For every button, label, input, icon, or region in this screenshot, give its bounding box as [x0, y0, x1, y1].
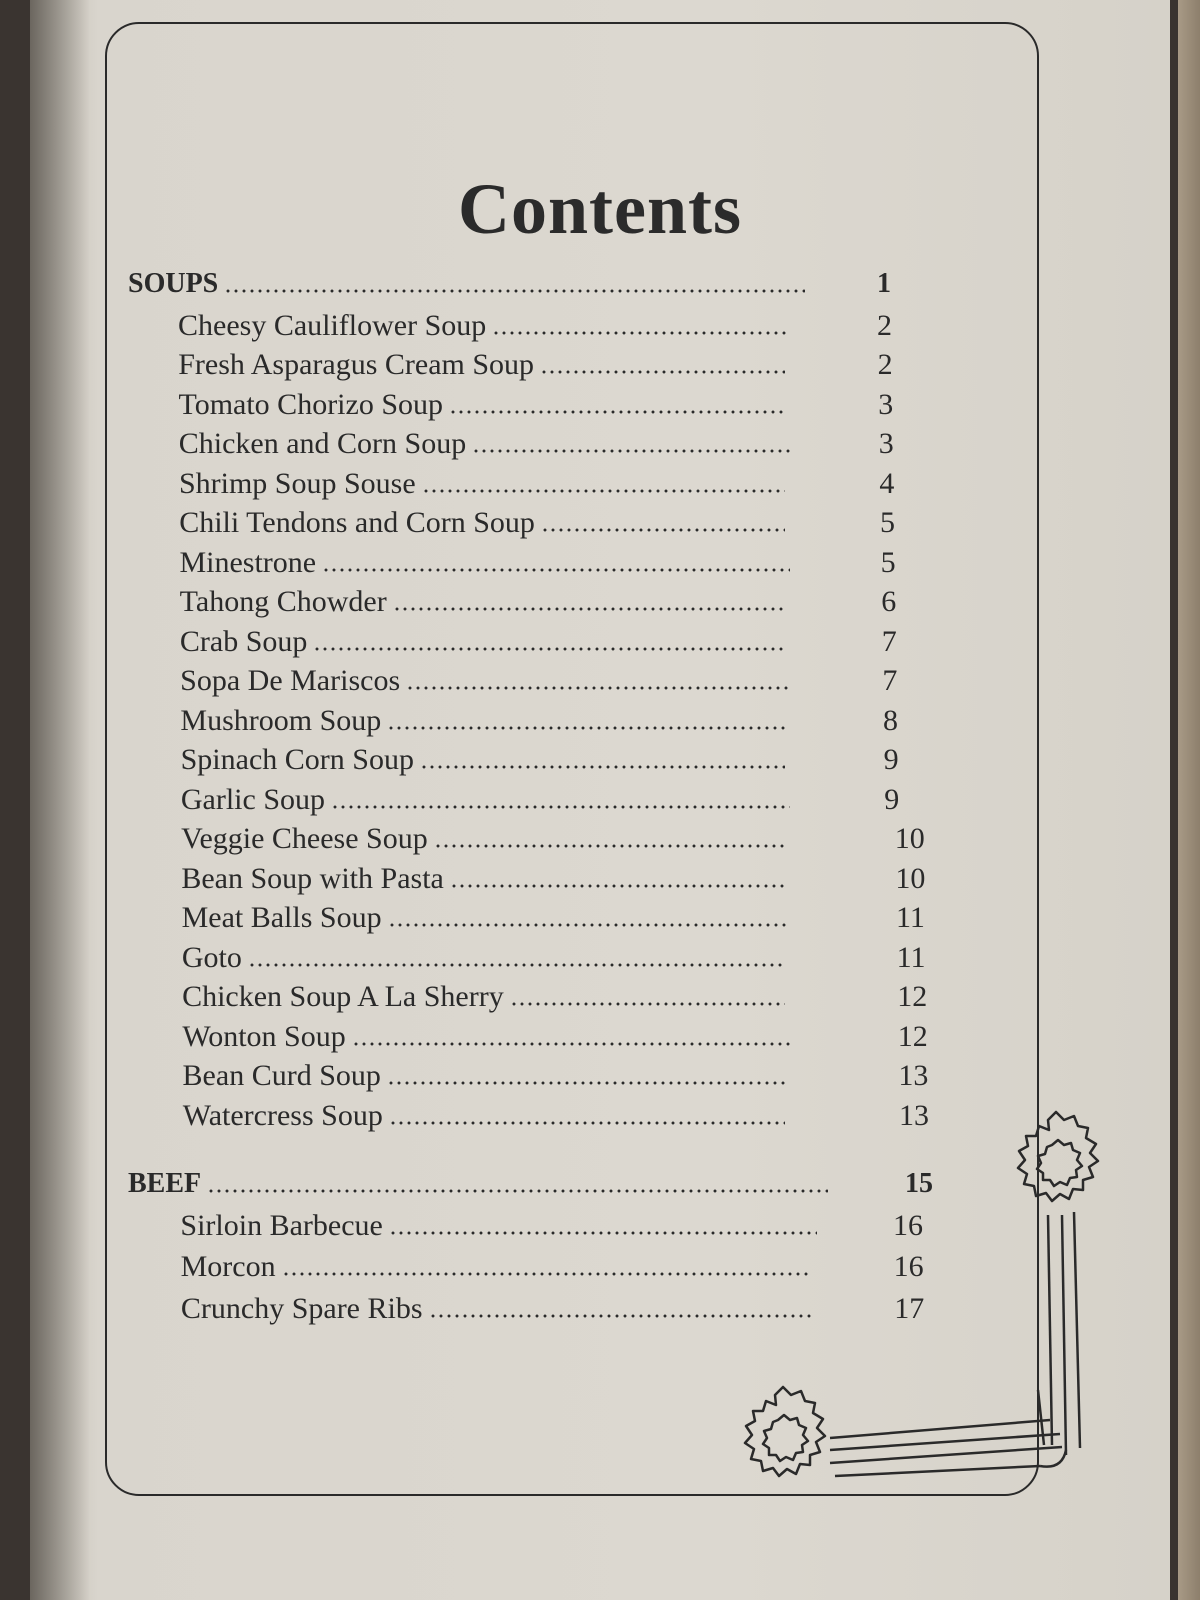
entry-title: Minestrone — [179, 545, 317, 579]
page-number: 8 — [882, 703, 898, 737]
entry-title: Crunchy Spare Ribs — [180, 1291, 423, 1325]
section-heading: BEEF — [128, 1168, 202, 1199]
entry-title: Tahong Chowder — [179, 585, 387, 618]
page-number: 1 — [877, 268, 891, 299]
entry-title: Shrimp Soup Souse — [178, 466, 416, 500]
page-title: Contents — [457, 169, 742, 250]
page-number: 12 — [897, 980, 928, 1013]
entry-title: Fresh Asparagus Cream Soup — [178, 348, 535, 381]
entry-title: Crab Soup — [179, 624, 308, 658]
page-number: 9 — [884, 782, 900, 816]
page-number: 7 — [882, 664, 898, 697]
entry-title: Chili Tendons and Corn Soup — [179, 506, 535, 539]
page-number: 16 — [893, 1250, 924, 1283]
page-number: 10 — [894, 822, 925, 855]
entry-title: Bean Curd Soup — [182, 1059, 381, 1092]
entry-title: Tomato Chorizo Soup — [178, 387, 444, 421]
page-number: 15 — [905, 1168, 933, 1199]
page-number: 13 — [898, 1059, 929, 1092]
page-number: 10 — [895, 861, 926, 895]
entry-title: Wonton Soup — [182, 1019, 346, 1053]
entry-title: Chicken Soup A La Sherry — [182, 980, 504, 1013]
entry-title: Meat Balls Soup — [181, 901, 382, 934]
page-number: 2 — [877, 348, 893, 381]
entry-title: Veggie Cheese Soup — [181, 822, 428, 855]
entry-title: Spinach Corn Soup — [180, 743, 414, 776]
page-number: 3 — [878, 387, 894, 421]
page-number: 4 — [879, 466, 895, 500]
page-number: 7 — [881, 624, 897, 658]
entry-title: Morcon — [180, 1250, 276, 1283]
page-number: 11 — [896, 940, 926, 974]
entry-title: Cheesy Cauliflower Soup — [178, 308, 487, 342]
page-number: 16 — [892, 1208, 923, 1242]
page-number: 5 — [880, 545, 896, 579]
page-number: 5 — [879, 506, 895, 539]
entry-title: Sopa De Mariscos — [180, 664, 401, 697]
entry-title: Sirloin Barbecue — [180, 1208, 383, 1242]
page-number: 3 — [878, 427, 894, 460]
page-number: 2 — [877, 308, 892, 342]
entry-title: Watercress Soup — [182, 1098, 383, 1132]
entry-title: Goto — [181, 940, 242, 974]
entry-title: Garlic Soup — [180, 782, 326, 816]
page-number: 9 — [883, 743, 899, 776]
page-number: 17 — [894, 1291, 925, 1325]
page-number: 13 — [898, 1098, 929, 1132]
entry-title: Chicken and Corn Soup — [178, 427, 467, 460]
page-number: 11 — [895, 901, 925, 934]
entry-title: Mushroom Soup — [180, 703, 382, 737]
page-number: 12 — [897, 1019, 928, 1053]
entry-title: Bean Soup with Pasta — [181, 861, 444, 895]
section-heading: SOUPS — [128, 268, 219, 299]
page-number: 6 — [881, 585, 897, 618]
